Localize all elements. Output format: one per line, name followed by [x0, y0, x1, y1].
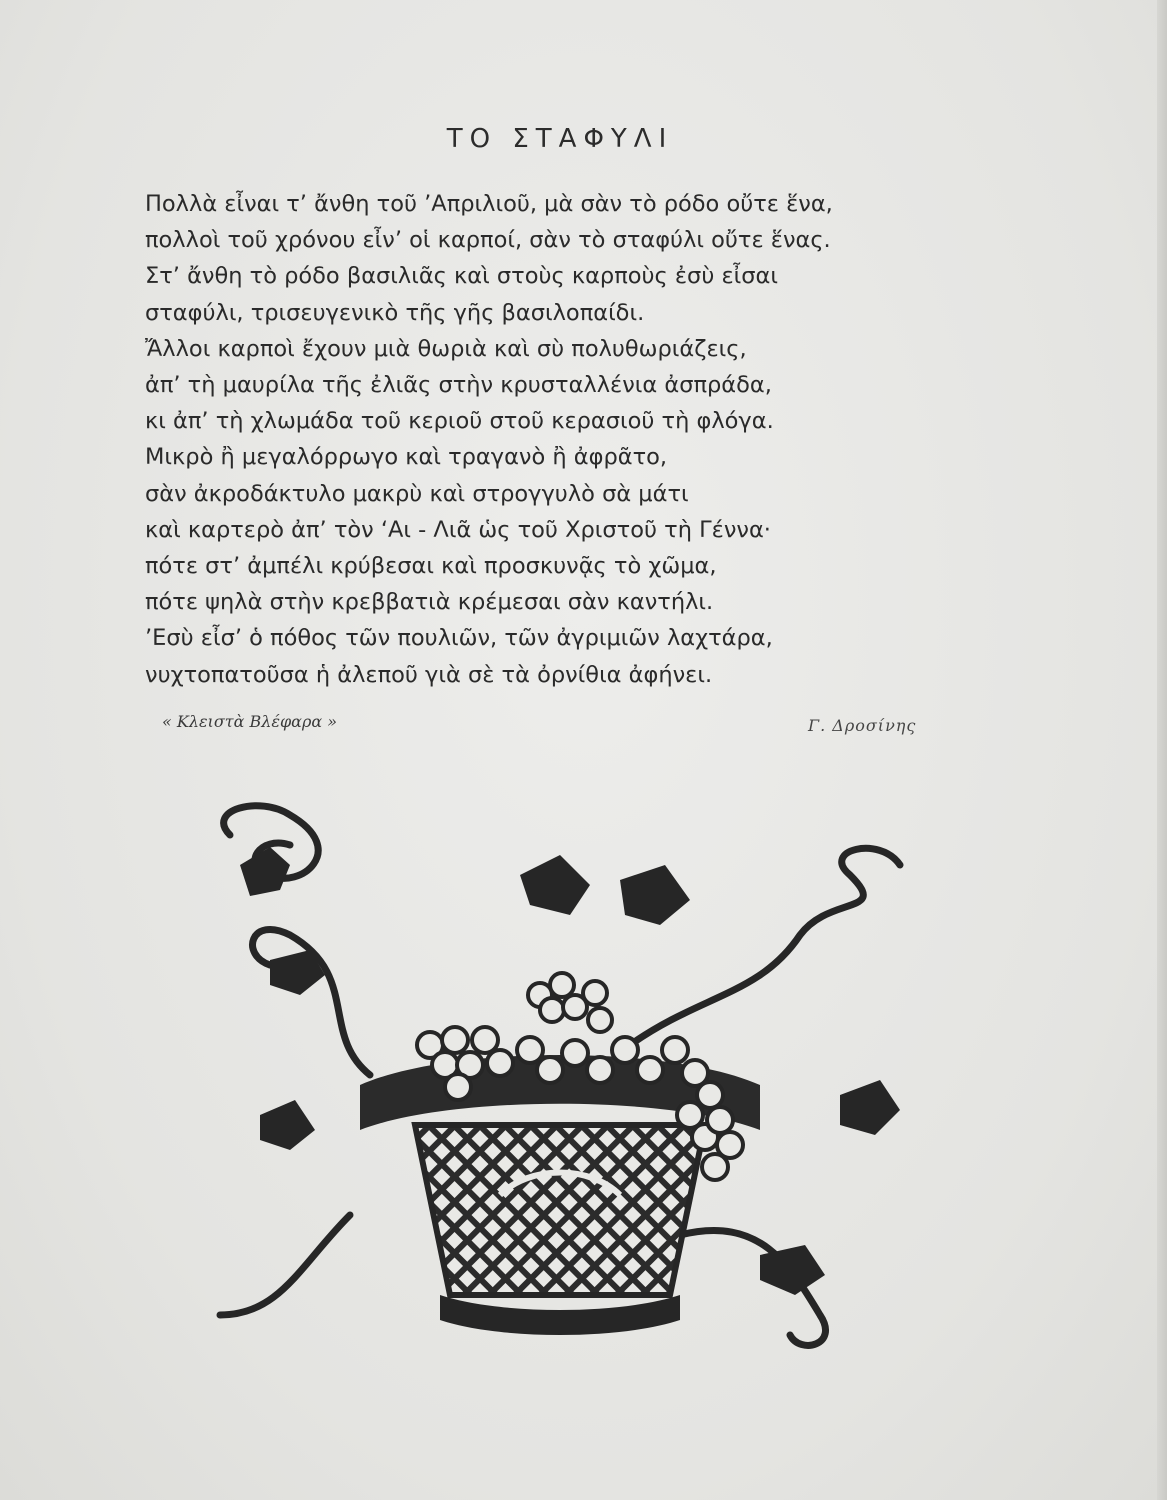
- poem-line: νυχτοπατοῦσα ἡ ἀλεποῦ γιὰ σὲ τὰ ὀρνίθια ἀφήνει.: [145, 661, 713, 688]
- leaf: [620, 865, 690, 925]
- poem-line: Ἄλλοι καρποὶ ἔχουν μιὰ θωριὰ καὶ σὺ πολυθωριάζεις,: [145, 335, 747, 362]
- poem-line: σταφύλι, τρισευγενικὸ τῆς γῆς βασιλοπαίδι.: [145, 299, 645, 326]
- page-edge-shadow: [1157, 0, 1167, 1500]
- basket-base: [440, 1295, 680, 1335]
- poem-body: [145, 186, 1025, 693]
- poem-author: Γ. Δροσίνης: [808, 716, 917, 735]
- poem-line: σὰν ἀκροδάκτυλο μακρὺ καὶ στρογγυλὸ σὰ μάτι: [145, 480, 689, 507]
- poem-line: ἀπ’ τὴ μαυρίλα τῆς ἐλιᾶς στὴν κρυσταλλένια ἀσπράδα,: [145, 372, 772, 399]
- poem-line: Στ’ ἄνθη τὸ ρόδο βασιλιᾶς καὶ στοὺς καρποὺς ἐσὺ εἶσαι: [145, 263, 778, 290]
- poem-line: πολλοὶ τοῦ χρόνου εἶν’ οἱ καρποί, σὰν τὸ σταφύλι οὔτε ἕνας.: [145, 227, 831, 254]
- poem-title: ΤΟ ΣΤΑΦΥΛΙ: [446, 124, 674, 154]
- poem-line: πότε στ’ ἀμπέλι κρύβεσαι καὶ προσκυνᾷς τὸ χῶμα,: [145, 553, 717, 580]
- leaf: [840, 1080, 900, 1135]
- poem-line: κι ἀπ’ τὴ χλωμάδα τοῦ κεριοῦ στοῦ κερασιοῦ τὴ φλόγα.: [145, 408, 774, 435]
- vine-bottom-left: [220, 1215, 350, 1315]
- poem-line: πότε ψηλὰ στὴν κρεββατιὰ κρέμεσαι σὰν καντήλι.: [145, 589, 714, 616]
- poem-line: Μικρὸ ἢ μεγαλόρρωγο καὶ τραγανὸ ἢ ἀφρᾶτο,: [145, 444, 668, 471]
- poem-source: « Κλειστὰ Βλέφαρα »: [162, 712, 338, 731]
- basket-body: [415, 1125, 705, 1295]
- leaf: [260, 1100, 315, 1150]
- leaf: [240, 847, 290, 896]
- poem-line: ’Εσὺ εἶσ’ ὁ πόθος τῶν πουλιῶν, τῶν ἀγριμιῶν λαχτάρα,: [145, 625, 773, 652]
- grape-basket-woodcut-icon: [200, 795, 960, 1365]
- vine-left-lower: [253, 929, 370, 1075]
- poem-line: καὶ καρτερὸ ἀπ’ τὸν ‘Αι - Λιᾶ ὡς τοῦ Χριστοῦ τὴ Γέννα·: [145, 516, 771, 543]
- leaf: [520, 855, 590, 915]
- poem-line: Πολλὰ εἶναι τ’ ἄνθη τοῦ ’Απριλιοῦ, μὰ σὰν τὸ ρόδο οὔτε ἕνα,: [145, 191, 833, 217]
